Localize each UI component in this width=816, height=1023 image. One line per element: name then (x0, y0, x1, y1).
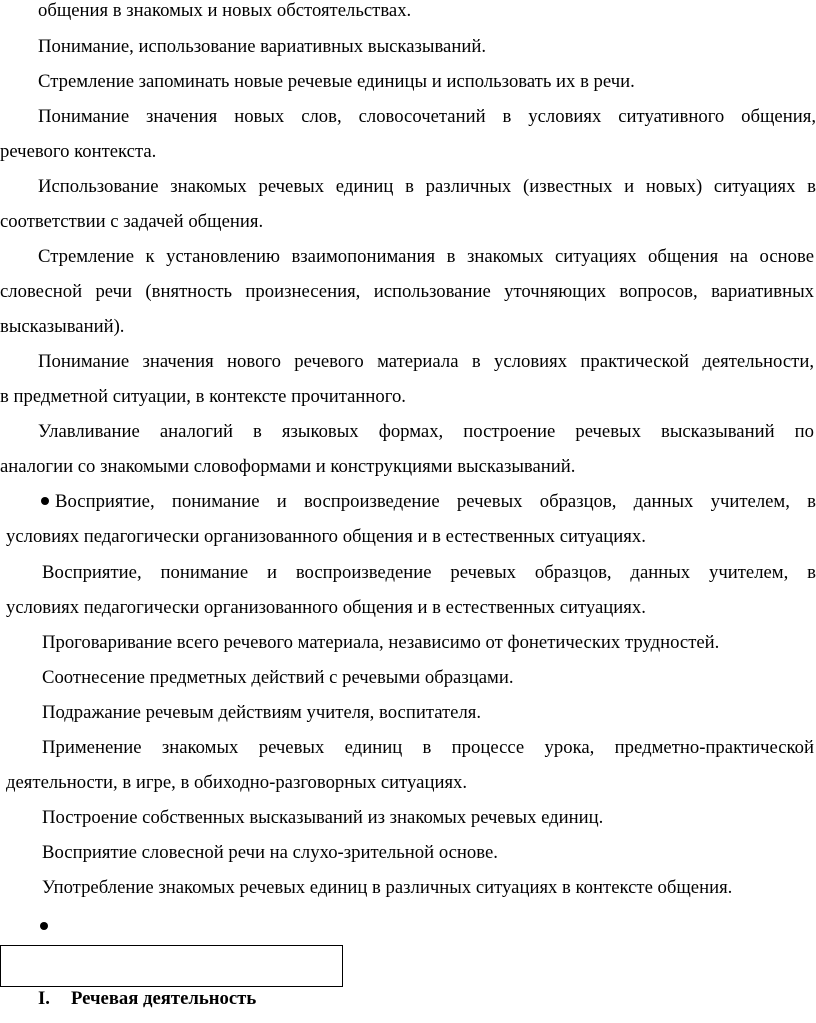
paragraph-line: условиях педагогически организованного общения и в естественных ситуациях. (6, 597, 646, 618)
section-title: Речевая деятельность (71, 988, 257, 1009)
paragraph-line: Понимание, использование вариативных высказываний. (38, 36, 487, 57)
paragraph-line: словесной речи (внятность произнесения, использование уточняющих вопросов, вариативных (0, 281, 814, 302)
paragraph-line: Проговаривание всего речевого материала, независимо от фонетических трудностей. (42, 632, 720, 653)
paragraph-line: соответствии с задачей общения. (0, 211, 264, 232)
paragraph-line: общения в знакомых и новых обстоятельствах. (38, 0, 412, 21)
paragraph-line: Построение собственных высказываний из знакомых речевых единиц. (42, 807, 604, 828)
paragraph-line: Использование знакомых речевых единиц в различных (известных и новых) ситуациях в (38, 176, 816, 197)
paragraph-line: речевого контекста. (0, 141, 157, 162)
paragraph-line: в предметной ситуации, в контексте прочитанного. (0, 386, 406, 407)
paragraph-line: Улавливание аналогий в языковых формах, построение речевых высказываний по (38, 421, 814, 442)
paragraph-line: Понимание значения нового речевого материала в условиях практической деятельности, (38, 351, 814, 372)
bullet-icon (41, 497, 49, 505)
section-number: I. (38, 988, 50, 1009)
paragraph-line: деятельности, в игре, в обиходно-разговорных ситуациях. (6, 772, 468, 793)
paragraph-line: Восприятие словесной речи на слухо-зрительной основе. (42, 842, 498, 863)
empty-text-box (0, 945, 343, 987)
paragraph-line: Применение знакомых речевых единиц в процессе урока, предметно-практической (42, 737, 814, 758)
section-heading (38, 988, 256, 1010)
paragraph-line: Стремление к установлению взаимопонимания в знакомых ситуациях общения на основе (38, 246, 814, 267)
paragraph-line: Соотнесение предметных действий с речевыми образцами. (42, 667, 514, 688)
paragraph-line: высказываний). (0, 316, 125, 337)
paragraph-line: Подражание речевым действиям учителя, воспитателя. (42, 702, 482, 723)
bullet-icon (40, 922, 48, 930)
paragraph-line: Употребление знакомых речевых единиц в различных ситуациях в контексте общения. (42, 877, 733, 898)
paragraph-line: аналогии со знакомыми словоформами и конструкциями высказываний. (0, 456, 576, 477)
paragraph-line: Понимание значения новых слов, словосочетаний в условиях ситуативного общения, (38, 106, 816, 127)
paragraph-line: Восприятие, понимание и воспроизведение речевых образцов, данных учителем, в (42, 562, 816, 583)
paragraph-line: условиях педагогически организованного общения и в естественных ситуациях. (6, 526, 646, 547)
paragraph-line: Восприятие, понимание и воспроизведение речевых образцов, данных учителем, в (55, 491, 816, 512)
paragraph-line: Стремление запоминать новые речевые единицы и использовать их в речи. (38, 71, 635, 92)
